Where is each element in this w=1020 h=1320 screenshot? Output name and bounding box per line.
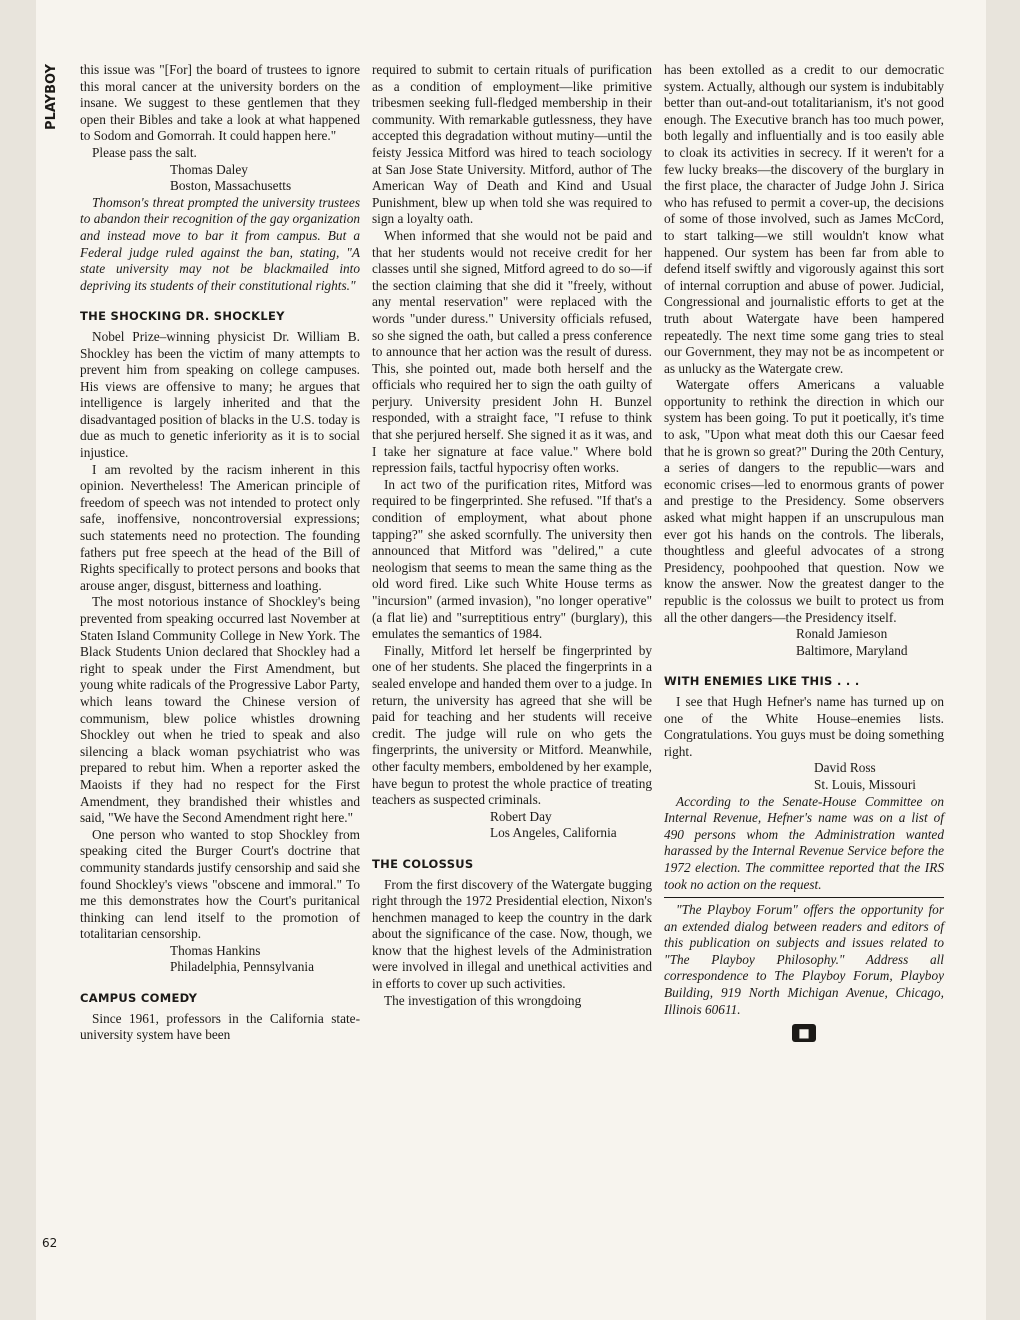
signature [664,760,944,793]
paragraph: The most notorious instance of Shockley's being prevented from speaking occurred last November at Staten Island Community College in New York. The Black Students Union declared that Shockley had a right to speak under the First Amendment, but young white radicals of the Progressive Labor Party, which leans toward the Chinese version of communism, blew police whistles drowning Shockley out when he tried to speak and also silencing a black woman psychiatrist who was prepared to rebut him. When a reporter asked the Maoists if they had no respect for the First Amendment, they brandished their whistles and said, "We have the Second Amendment right here." [80,594,360,826]
editor-reply: According to the Senate-House Committee on Internal Revenue, Hefner's name was on a list of 490 persons whom the Administration wanted harassed by the Internal Revenue Service before the 1972 election. The committee reported that the IRS took no action on the request. [664,793,944,892]
paragraph: From the first discovery of the Watergate bugging right through the 1972 Presidential election, Nixon's henchmen managed to keep the country in the dark about the significance of the case. Now, though, we know that the highest levels of the Administration were involved in illegal and unethical activities and in efforts to cover up such activities. [372,876,652,992]
paragraph: I am revolted by the racism inherent in this opinion. Nevertheless! The American principle of freedom of speech was not intended to protect only safe, inoffensive, noncontroversial expressions; such statements need no protection. The founding fathers put free speech at the head of the Bill of Rights specifically to protect persons and books that arouse anger, disgust, bitterness and loathing. [80,461,360,593]
signature-name: David Ross [814,760,876,776]
paragraph: I see that Hugh Hefner's name has turned up on one of the White House–enemies lists. Congratulations. You guys must be doing something right. [664,693,944,759]
section-heading: WITH ENEMIES LIKE THIS . . . [664,674,860,689]
column-2 [372,62,652,1009]
section-heading: THE COLOSSUS [372,856,474,871]
signature-name: Ronald Jamieson [796,626,888,642]
paragraph: Since 1961, professors in the California state-university system have been [80,1010,360,1043]
paragraph: Finally, Mitford let herself be fingerprinted by one of her students. She placed the fingerprints in a sealed envelope and handed them over to a judge. In return, the university has agreed that she will be paid for teaching and her students will receive credit. The judge will rule on who gets the fingerprints, the university or Mitford. Meanwhile, other faculty members, emboldened by her example, have begun to protest the whole practice of treating teachers as suspected criminals. [372,642,652,808]
divider [664,897,944,898]
signature [80,943,360,976]
editor-reply: Thomson's threat prompted the university trustees to abandon their recognition of the gay organization and instead move to bar it from campus. But a Federal judge ruled against the ban, stating, "A state university may not be blackmailed into depriving its students of their constitutional rights." [80,194,360,293]
section-heading: CAMPUS COMEDY [80,991,198,1006]
signature [664,626,944,659]
paragraph: this issue was "[For] the board of trustees to ignore this moral cancer at the university borders on the insane. We suggest to these gentlemen that they open their Bibles and take a look at what happened to Sodom and Gomorrah. It could happen here." [80,62,360,144]
signature-name: Thomas Daley [170,161,248,177]
paragraph: The investigation of this wrongdoing [384,992,582,1008]
signature-place: Boston, Massachusetts [170,178,292,194]
paragraph: Please pass the salt. [92,144,197,160]
paragraph: Watergate offers Americans a valuable opportunity to rethink the direction in which our system has been going. To put it poetically, it's time to ask, "Upon what meat doth this our Caesar feed that he is grown so great?" During the 20th Century, a series of dangers to the republic—wars and economic crises—led to enormous grants of power and prestige to the Presidency. Some observers asked what might happen if an unscrupulous man ever got his hands on the controls. The liberals, thoughtless and gleeful advocates of a strong Presidency, poohpoohed that question. Now we know the answer. Now the greatest danger to the republic is the colossus we built to protect us from all the other dangers—the Presidency itself. [664,377,944,625]
forum-note: "The Playboy Forum" offers the opportunity for an extended dialog between readers and editors of this publication on subjects and issues related to "The Playboy Philosophy." Address all correspondence to The Playboy Forum, Playboy Building, 919 North Michigan Avenue, Chicago, Illinois 60611. [664,902,944,1017]
paragraph: Nobel Prize–winning physicist Dr. William B. Shockley has been the victim of many attempts to prevent him from speaking on college campuses. His views are offensive to many; he argues that intelligence is largely inherited and that the disadvantaged position of blacks in the U.S. today is due as much to genetic inferiority as it is to social injustice. [80,328,360,461]
paragraph: has been extolled as a credit to our democratic system. Actually, although our system is indubitably better than out-and-out totalitarianism, it's not good enough. The Executive branch has too much power, both legally and influentially and is too easily able to cloak its activities in secrecy. If it weren't for a few lucky breaks—the discovery of the burglary in the first place, the character of Judge John J. Sirica who has refused to permit a cover-up, the decisions of some of those involved, such as James McCord, to start talking—we still wouldn't know what happened. Our system has been far from able to defend itself swiftly and vigorously against this sort of internal corruption and abuse of power. Judicial, Congressional and journalistic efforts to get at the truth about Watergate have been hampered repeatedly. The next time some gang tries to steal our Government, they may not be as incompetent or as unlucky as the Watergate crew. [664,62,944,376]
signature [372,809,652,842]
paragraph: When informed that she would not be paid and that her students would not receive credit for her classes until she signed, Mitford agreed to do so—if the section claiming that she did it "freely, without any mental reservation" were replaced with the words "under duress." University officials refused, so she signed the oath, but called a press conference to announce that her action was the result of duress. This, she pointed out, made both herself and the officials who required her to sign the oath guilty of perjury. University president John H. Bunzel responded, with a straight face, "I refuse to think that she perjured herself. She signed it as it was, and I take her signature at face value." Where bold repression fails, tactful hypocrisy often works. [372,227,652,476]
paragraph: One person who wanted to stop Shockley from speaking cited the Burger Court's doctrine that community standards justify censorship and said she found Shockley's views "obscene and immoral." To me this demonstrates how the Court's puritanical thinking can lend itself to the promotion of totalitarian censorship. [80,826,360,942]
column-3 [664,62,944,1042]
signature-place: St. Louis, Missouri [814,776,916,792]
paragraph: required to submit to certain rituals of purification as a condition of employment—like primitive tribesmen seeking full-fledged membership in their community. With remarkable gutlessness, they have accepted this degradation without mutiny—until the feisty Jessica Mitford was hired to teach sociology at San Jose State University. Mitford, author of The American Way of Death and Kind and Usual Punishment, blew up when told she was required to sign a loyalty oath. [372,62,652,227]
rabbit-logo-icon: ■ [792,1024,816,1042]
signature-place: Los Angeles, California [490,825,617,841]
column-1 [80,62,360,1044]
signature [80,162,360,195]
signature-place: Philadelphia, Pennsylvania [170,959,315,975]
masthead: PLAYBOY [44,64,59,130]
page-number: 62 [42,1236,58,1250]
signature-name: Robert Day [490,808,552,824]
signature-place: Baltimore, Maryland [796,642,908,658]
signature-name: Thomas Hankins [170,942,261,958]
paragraph: In act two of the purification rites, Mitford was required to be fingerprinted. She refused. "If that's a condition of employment, what about phone tapping?" she asked scornfully. The university then announced that Mitford was "delired," a cute neologism that seems to mean the same thing as the old word fired. Like such White House terms as "incursion" (armed invasion), "no longer operative" (a flat lie) and "surreptitious entry" (burglary), this emulates the semantics of 1984. [372,476,652,642]
section-heading: THE SHOCKING DR. SHOCKLEY [80,309,285,324]
